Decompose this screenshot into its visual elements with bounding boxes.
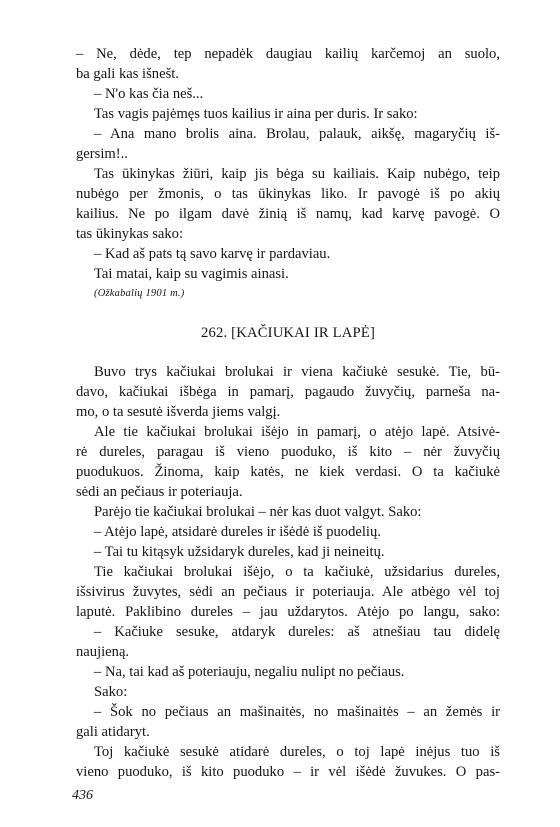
text-line: Buvo trys kačiukai brolukai ir viena kačiukė sesukė. Tie, bū- <box>94 364 500 380</box>
text-line: laputė. Paklibino dureles – jau uždarytos. Atėjo po langu, sako: <box>76 604 500 620</box>
page-number: 436 <box>72 788 93 803</box>
text-line: – Kačiuke sesuke, atdaryk dureles: aš atnešiau tau didelę <box>94 624 500 640</box>
text-line: – N'o kas čia neš... <box>94 86 204 102</box>
text-line: – Tai tu kitąsyk užsidaryk dureles, kad ji neineitų. <box>94 544 385 560</box>
text-line: Tas vagis pajėmęs tuos kailius ir aina per duris. Ir sako: <box>94 106 418 122</box>
text-line: Toj kačiukė sesukė atidarė dureles, o toj lapė inėjus tuo iš <box>94 744 500 760</box>
text-line: ba gali kas išnešt. <box>76 66 179 82</box>
text-line: tas ūkinykas sako: <box>76 226 184 242</box>
text-line: Sako: <box>94 684 128 700</box>
text-line: nubėgo per žmonis, o tas ūkinykas liko. Ir pavogė iš po akių <box>76 186 500 202</box>
text-line: sėdi an pečiaus ir poteriauja. <box>76 484 243 500</box>
text-line: Ale tie kačiukai brolukai išėjo in pamarį, o atėjo lapė. Atsivė- <box>94 424 500 440</box>
text-line: gali atidaryt. <box>76 724 150 740</box>
text-line: – Kad aš pats tą savo karvę ir pardaviau. <box>94 246 331 262</box>
text-line: išsivirus žuvytes, sėdi an pečiaus ir poteriauja. Ale atbėgo vėl toj <box>76 584 500 600</box>
story-heading: 262. [KAČIUKAI IR LAPĖ] <box>200 325 376 341</box>
text-line: davo, kačiukai išbėga in pamarį, pagaudo žuvyčių, parneša na- <box>76 384 500 400</box>
text-line: Tai matai, kaip su vagimis ainasi. <box>94 266 289 282</box>
text-line: gersim!.. <box>76 146 128 162</box>
text-line: mo, o ta sesutė išverda jiems valgį. <box>76 404 281 420</box>
text-line: rė dureles, paragau iš vieno puoduko, iš kito – nėr žuvyčių <box>76 444 500 460</box>
text-line: naujieną. <box>76 644 130 660</box>
text-line: – Na, tai kad aš poteriauju, negaliu nulipt no pečiaus. <box>94 664 405 680</box>
text-line: kailius. Ne po ilgam davė žinią iš namų, kad karvę pavogė. O <box>76 206 500 222</box>
text-line: vieno puoduko, iš kito puoduko – ir vėl išėdė žuvukes. O pas- <box>76 764 500 780</box>
text-line: – Ana mano brolis aina. Brolau, palauk, aikšę, magaryčių iš- <box>94 126 500 142</box>
text-line: Tas ūkinykas žiūri, kaip jis bėga su kailiais. Kaip nubėgo, teip <box>94 166 500 182</box>
text-line: – Ne, dėde, tep nepadėk daugiau kailių karčemoj an suolo, <box>76 46 500 62</box>
text-line: puodukuos. Žinoma, kaip katės, ne kiek verdasi. O ta kačiukė <box>76 464 500 480</box>
text-line: Tie kačiukai brolukai išėjo, o ta kačiukė, užsidarius dureles, <box>94 564 500 580</box>
text-line: – Šok no pečiaus an mašinaitės, no mašinaitės – an žemės ir <box>94 704 500 720</box>
text-line: – Atėjo lapė, atsidarė dureles ir išėdė iš puodelių. <box>94 524 381 540</box>
source-note: (Ožkabalių 1901 m.) <box>94 288 185 299</box>
text-line: Parėjo tie kačiukai brolukai – nėr kas duot valgyt. Sako: <box>94 504 422 520</box>
